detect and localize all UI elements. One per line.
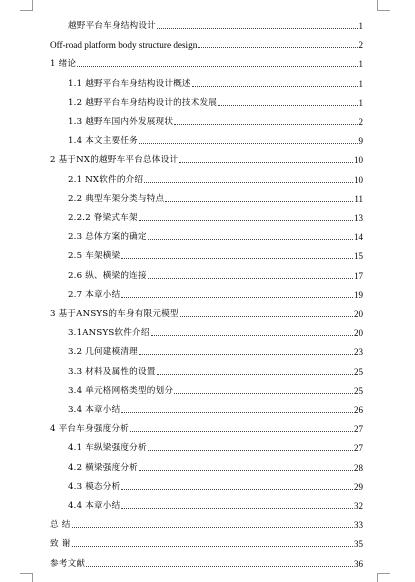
toc-entry-title: 4.4 本章小结 <box>68 501 121 511</box>
toc-entry-page: 13 <box>354 213 363 223</box>
toc-entry[interactable] <box>68 400 363 416</box>
toc-entry-title: 4.1 车纵梁强度分析 <box>68 443 147 454</box>
toc-entry-title: 3.1ANSYS软件介绍 <box>68 328 150 339</box>
toc-entry[interactable] <box>68 246 363 262</box>
toc-entry-title: 总 结 <box>50 520 71 531</box>
toc-entry-title: 4 平台车身强度分析 <box>50 424 129 435</box>
toc-entry-title: 越野平台车身结构设计 <box>68 21 156 31</box>
toc-entry-title: 致 谢 <box>50 539 71 550</box>
toc-entry-page: 36 <box>354 558 363 569</box>
toc-entry-title: 2.2.2 脊梁式车架 <box>68 213 138 223</box>
toc-entry[interactable] <box>68 170 363 186</box>
toc-entry[interactable] <box>68 342 363 358</box>
toc-entry[interactable] <box>68 266 363 282</box>
toc-entry-page: 25 <box>354 385 363 396</box>
toc-leader-dots <box>121 508 353 509</box>
toc-entry-title: 2.5 车架横梁 <box>68 251 121 262</box>
toc-entry[interactable] <box>68 16 363 32</box>
toc-entry-page: 9 <box>358 136 363 147</box>
toc-entry-title: 2.1 NX软件的介绍 <box>68 174 144 185</box>
toc-leader-dots <box>148 450 353 451</box>
toc-leader-dots <box>139 220 353 221</box>
toc-entry[interactable] <box>68 458 363 474</box>
toc-entry-page: 25 <box>354 366 363 377</box>
toc-entry[interactable] <box>68 208 363 224</box>
toc-entry-title: 2.2 典型车架分类与特点 <box>68 193 165 204</box>
toc-entry[interactable] <box>68 438 363 454</box>
toc-entry[interactable] <box>68 189 363 205</box>
toc-leader-dots <box>157 374 353 375</box>
toc-entry-title: 1.3 越野车国内外发展现状 <box>68 117 174 127</box>
toc-leader-dots <box>192 86 358 87</box>
toc-entry[interactable] <box>68 285 363 301</box>
toc-leader-dots <box>165 201 353 202</box>
toc-entry-title: 2.3 总体方案的确定 <box>68 232 147 243</box>
toc-entry[interactable] <box>68 74 363 90</box>
toc-entry-title: 3.4 本章小结 <box>68 405 121 415</box>
toc-leader-dots <box>180 316 353 317</box>
toc-leader-dots <box>148 239 353 240</box>
toc-entry[interactable] <box>50 304 363 320</box>
toc-entry[interactable] <box>50 515 363 531</box>
toc-entry[interactable] <box>68 323 363 339</box>
toc-entry[interactable] <box>68 496 363 512</box>
toc-entry-page: 2 <box>358 40 363 51</box>
toc-entry[interactable] <box>68 131 363 147</box>
crop-mark <box>377 10 390 11</box>
toc-leader-dots <box>77 66 357 67</box>
toc-entry-title: 3.3 材料及属性的设置 <box>68 366 156 377</box>
toc-entry-title: 4.2 横梁强度分析 <box>68 462 138 473</box>
toc-entry-page: 2 <box>358 117 363 127</box>
toc-entry-page: 20 <box>354 309 363 319</box>
toc-entry-title: 参考文献 <box>50 558 86 569</box>
toc-entry-title: 3 基于ANSYS的车身有限元模型 <box>50 309 179 319</box>
toc-leader-dots <box>121 258 353 259</box>
toc-entry-page: 11 <box>354 193 363 204</box>
crop-mark <box>377 573 390 574</box>
toc-leader-dots <box>121 489 353 490</box>
toc-entry-title: 2.7 本章小结 <box>68 289 121 300</box>
toc-leader-dots <box>157 28 358 29</box>
toc-entry-page: 33 <box>354 520 363 531</box>
toc-entry-page: 23 <box>354 347 363 358</box>
toc-entry-page: 14 <box>354 232 363 243</box>
toc-entry-title: 1.4 本文主要任务 <box>68 136 138 147</box>
toc-entry-title: 3.2 几何建模清理 <box>68 347 138 358</box>
toc-leader-dots <box>130 431 353 432</box>
toc-leader-dots <box>72 546 353 547</box>
toc-leader-dots <box>121 297 353 298</box>
toc-entry[interactable] <box>68 93 363 109</box>
toc-leader-dots <box>86 566 353 567</box>
toc-leader-dots <box>174 124 357 125</box>
toc-leader-dots <box>139 470 353 471</box>
toc-leader-dots <box>218 105 357 106</box>
toc-entry-title: 4.3 模态分析 <box>68 481 121 492</box>
toc-entry-page: 10 <box>354 174 363 185</box>
toc-entry[interactable] <box>68 112 363 128</box>
toc-entry-title: 2 基于NX的越野车平台总体设计 <box>50 155 179 166</box>
toc-entry[interactable] <box>50 534 363 550</box>
toc-entry[interactable] <box>50 35 363 51</box>
toc-leader-dots <box>139 143 358 144</box>
toc-entry-title: 3.4 单元格网格类型的划分 <box>68 385 174 396</box>
toc-entry-title: 1.2 越野平台车身结构设计的技术发展 <box>68 97 218 108</box>
crop-mark <box>377 573 378 582</box>
toc-entry-title: 2.6 纵、横梁的连接 <box>68 270 147 281</box>
toc-leader-dots <box>121 412 353 413</box>
toc-entry-page: 27 <box>354 424 363 435</box>
toc-entry-page: 1 <box>358 78 363 89</box>
toc-leader-dots <box>179 162 353 163</box>
toc-entry[interactable] <box>68 477 363 493</box>
toc-entry-page: 15 <box>354 251 363 262</box>
toc-leader-dots <box>148 278 353 279</box>
toc-entry-page: 28 <box>354 462 363 473</box>
toc-entry-page: 29 <box>354 481 363 492</box>
toc-entry[interactable] <box>68 381 363 397</box>
toc-entry[interactable] <box>68 362 363 378</box>
toc-leader-dots <box>144 182 353 183</box>
crop-mark <box>377 0 378 11</box>
toc-entry-title: 1 绪论 <box>50 59 77 70</box>
toc-entry[interactable] <box>50 54 363 70</box>
toc-entry-page: 19 <box>354 289 363 300</box>
toc-leader-dots <box>151 335 353 336</box>
toc-entry-page: 17 <box>354 270 363 281</box>
toc-entry-page: 35 <box>354 539 363 550</box>
toc-leader-dots <box>174 393 353 394</box>
toc-entry-title: Off-road platform body structure design <box>50 40 198 51</box>
toc-entry-title: 1.1 越野平台车身结构设计概述 <box>68 78 191 89</box>
toc-entry[interactable] <box>68 227 363 243</box>
toc-entry[interactable] <box>50 150 363 166</box>
toc-leader-dots <box>139 354 353 355</box>
toc-entry-page: 1 <box>358 97 363 108</box>
toc-entry[interactable] <box>50 554 363 570</box>
toc-entry-page: 26 <box>354 405 363 415</box>
crop-mark <box>32 0 33 11</box>
toc-entry-page: 20 <box>354 328 363 339</box>
toc-entry-page: 32 <box>354 501 363 511</box>
toc-entry-page: 10 <box>354 155 363 166</box>
toc-entry-page: 1 <box>358 59 363 70</box>
toc-entry[interactable] <box>50 419 363 435</box>
crop-mark <box>32 573 33 582</box>
toc-entry-page: 27 <box>354 443 363 454</box>
toc-entry-page: 1 <box>358 21 363 31</box>
toc-leader-dots <box>198 47 357 48</box>
toc-leader-dots <box>72 527 353 528</box>
